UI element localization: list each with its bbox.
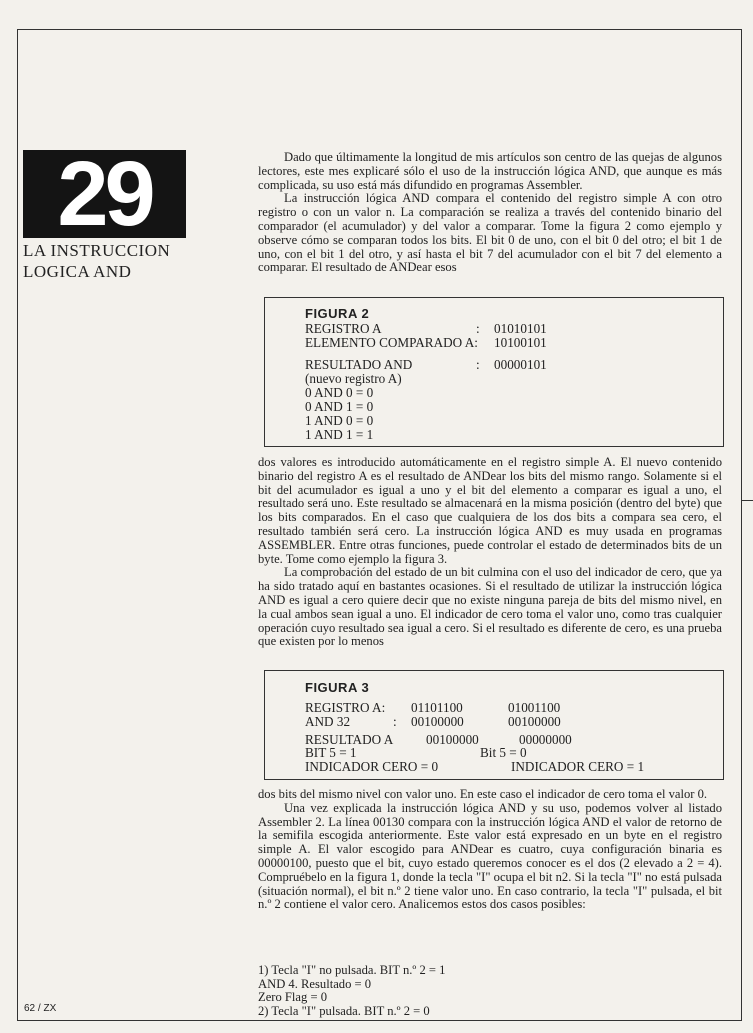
fig2-res-note: (nuevo registro A)	[305, 371, 402, 386]
fig2-reg-value: 01010101	[494, 321, 547, 336]
fig2-reg-label: REGISTRO A	[305, 321, 382, 336]
body-column-top	[258, 151, 722, 275]
fig2-truth-row: 1 AND 0 = 0	[305, 413, 374, 428]
fig3-indicador-right: INDICADOR CERO = 1	[511, 759, 645, 774]
fig2-elem-label: ELEMENTO COMPARADO A:	[305, 335, 478, 350]
fig2-res-colon: :	[476, 357, 480, 372]
fig3-bit-right: Bit 5 = 0	[480, 745, 527, 760]
fig2-res-label: RESULTADO AND	[305, 357, 413, 372]
figura-3-title: FIGURA 3	[305, 680, 370, 695]
paragraph-listado: Una vez explicada la instrucción lógica AND y su uso, podemos volver al listado Assembler 2. La línea 00130 compara con la instrucción lógica AND el valor de retorno de la semifila escogida anteriormente. Este valor está expresado en un byte en el registro simple A. El valor escogido para ANDear es cuatro, cuya configuración binaria es 00000100, puesto que el bit, cuyo estado queremos conocer es el dos (2 elevado a 2 = 4). Compruébelo en la figura 1, donde la tecla "I" ocupa el bit n2. Si la tecla "I" no está pulsada (situación normal), el bit n.º 2 tiene valor uno. En caso contrario, la tecla "I" pulsada, el bit n.º 2 contiene el valor cero. Analicemos estos dos casos posibles:	[258, 800, 722, 912]
body-column-bottom	[258, 788, 722, 912]
fig3-and-v1: 00100000	[411, 714, 464, 729]
fig3-reg-label: REGISTRO A:	[305, 700, 386, 715]
fig3-bit-left: BIT 5 = 1	[305, 745, 357, 760]
fig3-res-v2: 00000000	[519, 732, 572, 747]
fig3-res-label: RESULTADO A	[305, 732, 394, 747]
fig3-reg-v2: 01001100	[508, 700, 561, 715]
body-column-middle	[258, 456, 722, 649]
fig3-indicador-left: INDICADOR CERO = 0	[305, 759, 439, 774]
fig3-and-v2: 00100000	[508, 714, 561, 729]
figura-2-box	[264, 297, 724, 447]
margin-mark	[741, 500, 753, 501]
section-title-line1: LA INSTRUCCION	[23, 241, 171, 260]
fig3-reg-v1: 01101100	[411, 700, 463, 715]
fig2-res-value: 00000101	[494, 357, 547, 372]
paragraph-intro: Dado que últimamente la longitud de mis artículos son centro de las quejas de algunos lectores, este mes explicaré sólo el uso de la instrucción lógica AND, que aunque es más complicada, su uso está más difundido en programas Assembler.	[258, 150, 722, 192]
cases-list	[258, 964, 722, 1018]
case-item: 2) Tecla "I" pulsada. BIT n.º 2 = 0	[258, 1003, 430, 1018]
fig2-truth-row: 0 AND 1 = 0	[305, 399, 374, 414]
paragraph-nonzero: dos bits del mismo nivel con valor uno. En este caso el indicador de cero toma el valor 0.	[258, 787, 708, 801]
case-item: AND 4. Resultado = 0	[258, 976, 372, 991]
fig2-elem-value: 10100101	[494, 335, 547, 350]
fig3-res-v1: 00100000	[426, 732, 479, 747]
fig2-truth-row: 1 AND 1 = 1	[305, 427, 374, 442]
paragraph-zero-flag: La comprobación del estado de un bit culmina con el uso del indicador de cero, que ya ha sido tratado aquí en bastantes ocasiones. Si el resultado de utilizar la instrucción lógica AND es igual a cero quiere decir que no existe ninguna pareja de bits del mismo nivel, en la cual ambos sean igual a uno. El indicador de cero toma el valor uno, como tras cualquier operación cuyo resultado sea igual a cero. Si el resultado es diferente de cero, es una prueba que existen por lo menos	[258, 565, 722, 649]
fig3-and-colon: :	[393, 714, 397, 729]
fig2-reg-colon: :	[476, 321, 480, 336]
fig2-truth-row: 0 AND 0 = 0	[305, 385, 374, 400]
case-item: Zero Flag = 0	[258, 990, 328, 1005]
section-title-line2: LOGICA AND	[23, 262, 132, 281]
section-title	[23, 240, 170, 282]
figura-3-box	[264, 670, 724, 780]
paragraph-and-result: dos valores es introducido automáticamente en el registro simple A. El nuevo contenido binario del registro A es el resultado de ANDear los bits del mismo rango. Solamente si el bit del acumulador es igual a uno y el bit del elemento a comparar es igual a uno, el resultado será uno. Este resultado se almacenará en la misma posición (dentro del byte) que los bits comparados. En el caso que cualquiera de los dos bits a compara sea cero, el resultado también será cero. La instrucción lógica AND es muy usada en programas ASSEMBLER. Entre otras funciones, puede controlar el estado de determinados bits de un byte. Tome como ejemplo la figura 3.	[258, 455, 722, 566]
figura-2-title: FIGURA 2	[305, 306, 370, 321]
page-footer: 62 / ZX	[24, 1003, 57, 1014]
case-item: 1) Tecla "I" no pulsada. BIT n.º 2 = 1	[258, 963, 446, 977]
fig3-and-label: AND 32	[305, 714, 351, 729]
paragraph-and-definition: La instrucción lógica AND compara el contenido del registro simple A con otro registro o con un valor n. La comparación se realiza a través del contenido binario del comparador (el acumulador) y del valor a comparar. Tome la figura 2 como ejemplo y observe cómo se comparan todos los bits. El bit 0 de uno, con el bit 0 del otro; el bit 1 de uno, con el bit 1 del otro, y así hasta el bit 7 del acumulador con el bit 7 del elemento a comparar. El resultado de ANDear esos	[258, 191, 722, 275]
section-number: 29	[23, 150, 186, 238]
